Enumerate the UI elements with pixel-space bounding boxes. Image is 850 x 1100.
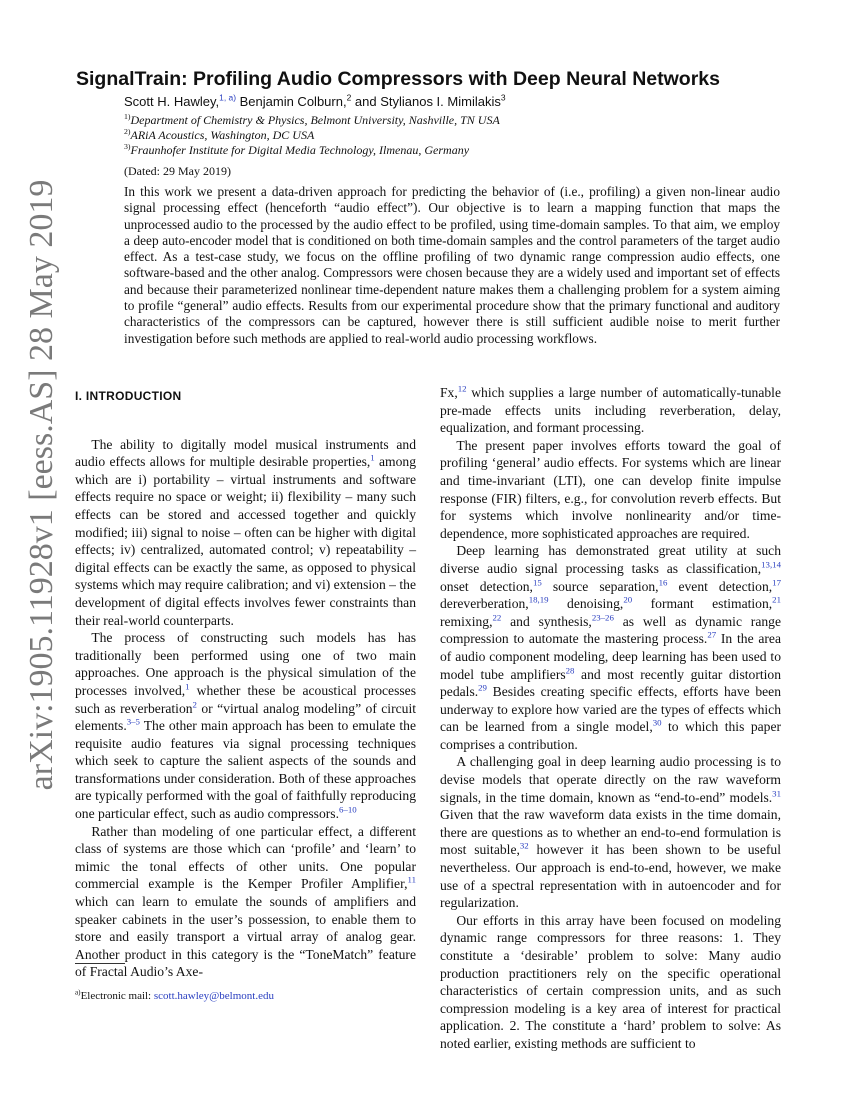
citation-link[interactable]: 13,14: [761, 559, 781, 570]
abstract: In this work we present a data-driven approach for predicting the behavior of (i.e., profiling) a given non-linear audio signal processing effect (henceforth “audio effect”). Our objective is to learn a mapping function that maps the unprocessed audio to the processed by the audio effect to be profiled, using time-domain samples. To that aim, we employ a deep auto-encoder model that is conditioned on both time-domain samples and the control parameters of the target audio effect. As a test-case study, we focus on the offline profiling of two dynamic range compression audio effects, one software-based and the other analog. Compressors were chosen because they are a widely used and important set of effects and because their parameterized nonlinear time-dependent nature makes them a challenging problem for a system aiming to profile “general” audio effects. Results from our experimental procedure show that the primary functional and auditory characteristics of the compressors can be captured, however there is still sufficient audible noise to merit further investigation before such methods are applied to real-world audio processing workflows.: [124, 184, 780, 346]
citation-link[interactable]: 28: [565, 664, 575, 675]
right-column: [440, 384, 781, 1053]
paragraph: Rather than modeling of one particular effect, a different class of systems are those which can ‘profile’ and ‘learn’ to mimic the tonal effects of other units. One popular commercial example is the Kemper Profiler Amplifier,$^{11}$ which can learn to emulate the sounds of amplifiers and speaker cabinets in the user’s possession, to enable them to store and easily transport a virtual array of analog gear. Another product in this category is the “ToneMatch” feature of Fractal Audio’s Axe-: [75, 823, 416, 980]
paragraph: The process of constructing such models has has traditionally been performed using one of two main approaches. One approach is the physical simulation of the processes involved,$^1$ whether these be acoustical processes such as reverberation$^2$ or “virtual analog modeling” of circuit elements.$^{3-5}$ The other main approach has been to emulate the requisite audio features via signal processing techniques which seek to capture the salient aspects of the sounds and transformations under consideration. Both of these approaches are typically performed with the goal of faithfully reproducing one particular effect, such as audio compressors.$^{6-10}$: [75, 630, 416, 822]
author-name: Benjamin Colburn,: [236, 94, 347, 109]
author-name: and Stylianos I. Mimilakis: [351, 94, 501, 109]
arxiv-side-label: [20, 179, 64, 791]
left-column: [75, 388, 416, 981]
citation-link[interactable]: 2: [192, 698, 197, 709]
paragraph: Deep learning has demonstrated great utility at such diverse audio signal processing tasks as classification,$^{13,14}$ onset detection,$^{15}$ source separation,$^{16}$ event detection,$^{17}$ dereverberation,$^{18,19}$ denoising,$^{20}$ formant estimation,$^{21}$ remixing,$^{22}$ and synthesis,$^{23-26}$ as well as dynamic range compression to automate the mastering process.$^{27}$ In the area of audio component modeling, deep learning has been used to model tube amplifiers$^{28}$ and most recently guitar distortion pedals.$^{29}$ Besides creating specific effects, efforts have been underway to explore how varied are the types of effects which can be learned from a single model,$^{30}$ to which this paper comprises a contribution.: [440, 543, 782, 752]
affiliation-text: Department of Chemistry & Physics, Belmont University, Nashville, TN USA: [130, 113, 500, 127]
author-affiliation-mark: 3: [500, 92, 506, 103]
affiliation-line: [124, 143, 469, 158]
paragraph: Fx,$^{12}$ which supplies a large number of automatically-tunable pre-made effects units including reverberation, delay, equalization, and formant processing.: [440, 383, 781, 436]
affiliation-number: 2): [124, 127, 131, 136]
citation-link[interactable]: 21: [772, 594, 781, 605]
author-affiliation-link[interactable]: 1, a): [219, 92, 237, 103]
author-affiliation-mark: 2: [346, 92, 352, 103]
affiliation-text: ARiA Acoustics, Washington, DC USA: [130, 128, 315, 142]
affiliation-line: [124, 128, 314, 143]
author-list: [124, 94, 506, 109]
citation-link[interactable]: 30: [652, 717, 662, 728]
citation-link[interactable]: 32: [519, 840, 529, 851]
citation-link[interactable]: 3–5: [126, 716, 140, 727]
citation-link[interactable]: 1: [370, 452, 375, 463]
affiliation-text: Fraunhofer Institute for Digital Media Technology, Ilmenau, Germany: [130, 143, 470, 157]
footnote-mark: a): [75, 988, 81, 997]
citation-link[interactable]: 23–26: [591, 612, 614, 623]
citation-link[interactable]: 18,19: [528, 594, 549, 605]
author-name: Scott H. Hawley,: [124, 94, 220, 109]
affiliation-number: 3): [124, 142, 131, 151]
footnote-rule: [75, 963, 125, 964]
email-link[interactable]: scott.hawley@belmont.edu: [153, 990, 274, 1002]
citation-link[interactable]: 31: [772, 788, 781, 799]
footnote-label: Electronic mail:: [80, 990, 154, 1002]
citation-link[interactable]: 20: [623, 594, 633, 605]
paragraph: The ability to digitally model musical instruments and audio effects allows for multiple desirable properties,$^1$ among which are i) portability – virtual instruments and software effects require no space or weight; ii) flexibility – many such effects can be stored and accessed together and quickly modified; iii) signal to noise – often can be higher with digital effects; iv) centralized, automated control; v) repeatability – digital effects can be exactly the same, as opposed to physical systems which may require calibration; and vi) extension – the development of digital effects involves fewer constraints than their real-world counterparts.: [75, 436, 416, 628]
citation-link[interactable]: 6–10: [338, 804, 357, 815]
citation-link[interactable]: 16: [658, 577, 668, 587]
citation-link[interactable]: 1: [185, 681, 190, 692]
affiliation-line: [124, 113, 500, 128]
citation-link[interactable]: 22: [492, 612, 502, 623]
affiliation-number: 1): [124, 112, 131, 121]
section-heading: I. INTRODUCTION: [75, 389, 182, 403]
citation-link[interactable]: 17: [772, 577, 781, 587]
footnote: [75, 990, 274, 1002]
citation-link[interactable]: 27: [707, 629, 717, 640]
paper-title: SignalTrain: Profiling Audio Compressors with Deep Neural Networks: [76, 68, 720, 90]
citation-link[interactable]: 12: [457, 383, 467, 394]
citation-link[interactable]: 15: [532, 577, 542, 587]
paragraph: A challenging goal in deep learning audio processing is to devise models that operate directly on the raw waveform signals, in the time domain, known as “end-to-end” models.$^{31}$ Given that the raw waveform data exists in the time domain, there are questions as to whether an end-to-end formulation is most suitable,$^{32}$ however it has been shown to be useful nevertheless. Our approach is end-to-end, however, we make use of a spectral representation with in autoencoder and for regularization.: [440, 754, 781, 911]
date-line: (Dated: 29 May 2019): [124, 164, 231, 178]
citation-link[interactable]: 29: [478, 682, 487, 693]
arxiv-identifier: arXiv:1905.11928v1 [eess.AS] 28 May 2019: [23, 179, 60, 791]
citation-link[interactable]: 11: [407, 874, 416, 885]
paragraph: The present paper involves efforts toward the goal of profiling ‘general’ audio effects. For systems which are linear and time-invariant (LTI), one can develop finite impulse response (FIR) filters, e.g., for convolution reverb effects. But for systems which involve nonlinearity and/or time-dependence, more sophisticated approaches are required.: [440, 437, 781, 541]
paragraph: Our efforts in this array have been focused on modeling dynamic range compressors for three reasons: 1. They constitute a ‘desirable’ problem to solve: Many audio production practitioners rely on the specific operational characteristics of certain compression units, and as such compression modeling is a key area of interest for practical application. 2. The constitute a ‘hard’ problem to solve: As noted earlier, existing methods are sufficient to: [440, 912, 781, 1051]
